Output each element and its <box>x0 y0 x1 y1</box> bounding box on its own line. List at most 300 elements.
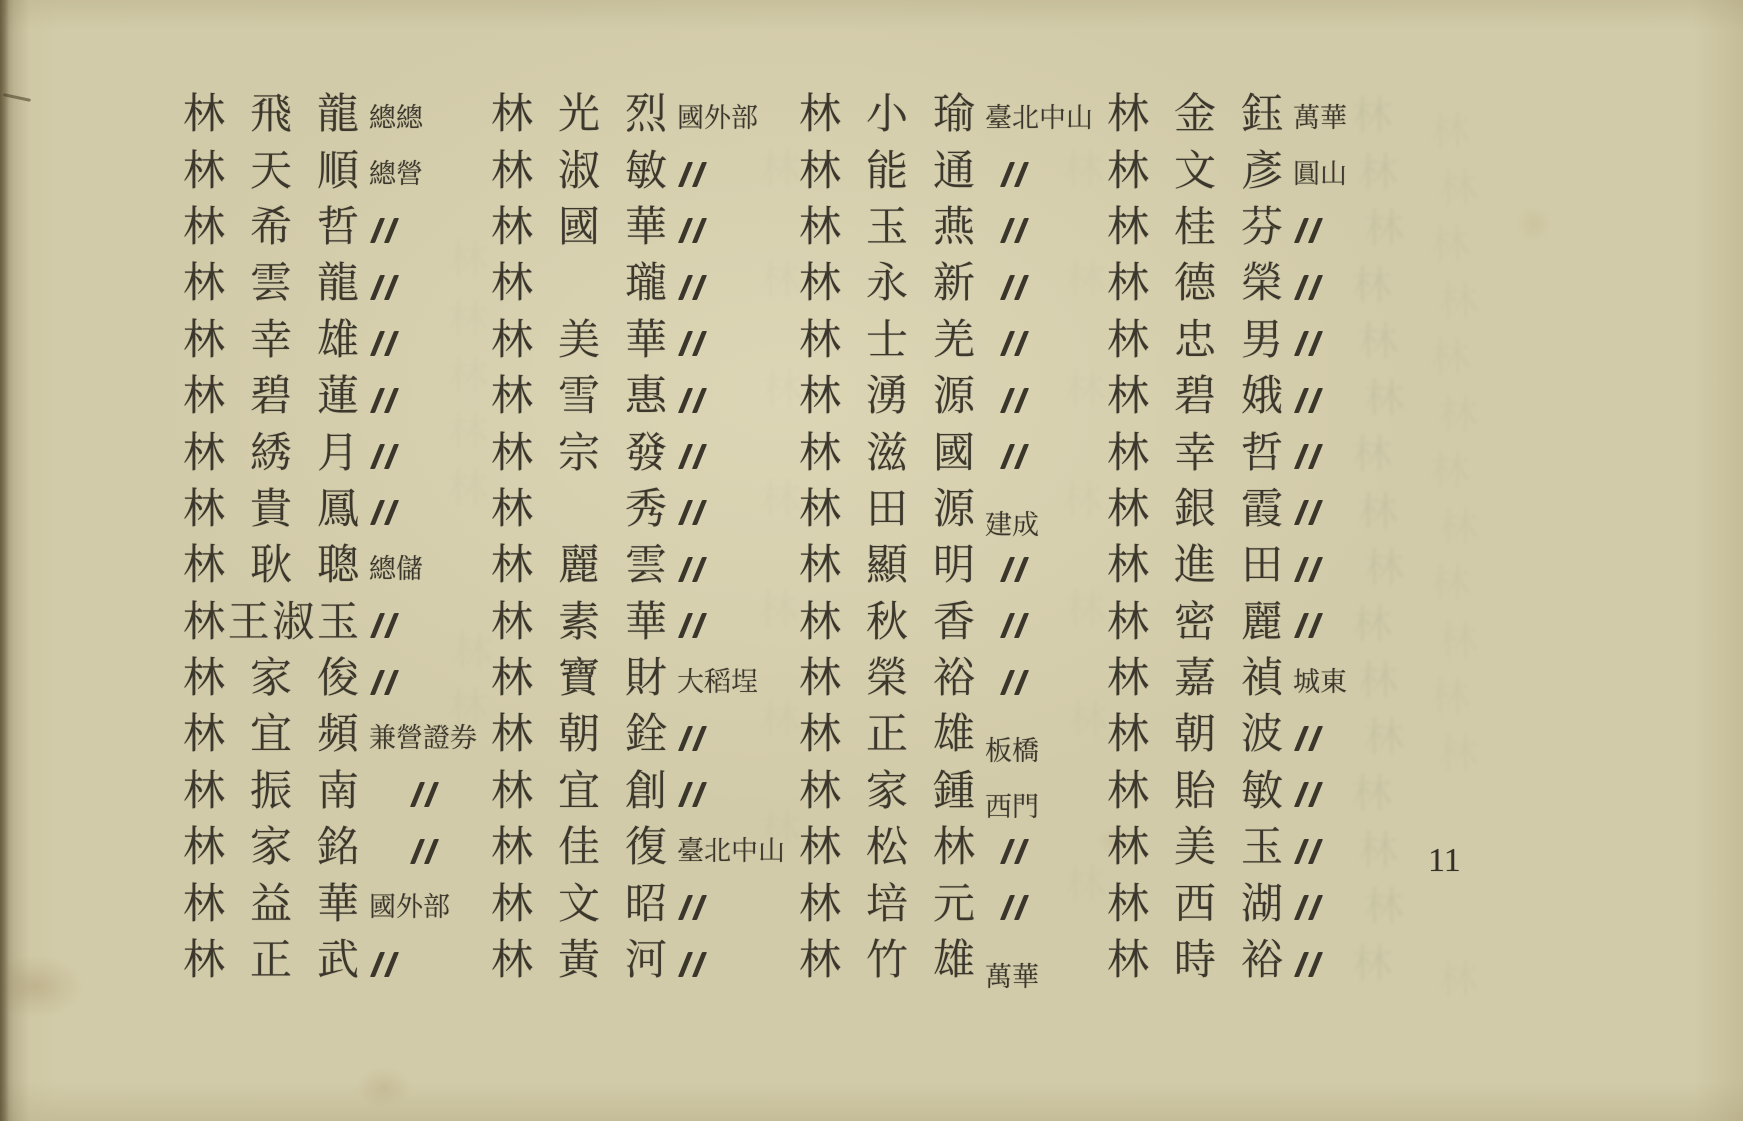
name-char: 林 <box>1107 656 1150 703</box>
person-name <box>183 374 360 421</box>
ditto-mark <box>375 388 394 413</box>
person-name <box>1107 656 1284 703</box>
name-char: 林 <box>799 486 842 533</box>
person-name <box>1107 543 1284 590</box>
name-char: 林 <box>491 712 534 759</box>
person-name <box>491 656 668 703</box>
name-char: 月 <box>317 430 360 477</box>
directory-entry <box>799 820 1107 876</box>
name-char: 林 <box>491 768 534 815</box>
name-char: 家 <box>250 656 293 703</box>
name-char: 雄 <box>933 712 976 759</box>
person-name <box>799 430 976 477</box>
person-name <box>799 938 976 985</box>
name-char: 源 <box>933 486 976 533</box>
name-char: 林 <box>799 768 842 815</box>
name-char: 林 <box>799 599 842 646</box>
ditto-mark <box>683 782 702 807</box>
person-name <box>1107 430 1284 477</box>
bleed-through-char: 林 <box>1065 257 1105 302</box>
ditto-mark <box>1005 444 1024 469</box>
name-char: 銘 <box>317 825 360 872</box>
directory-entry <box>1107 143 1415 199</box>
name-char: 林 <box>491 204 534 251</box>
ditto-mark <box>683 388 702 413</box>
bleed-through-char: 林 <box>448 297 488 342</box>
name-char: 林 <box>183 938 226 985</box>
name-char: 林 <box>183 486 226 533</box>
bleed-through-char: 林 <box>1364 545 1404 590</box>
name-char: 林 <box>799 374 842 421</box>
name-char: 麗 <box>1241 599 1284 646</box>
directory-entry <box>1107 369 1415 425</box>
directory-column-1 <box>183 87 491 989</box>
name-char: 小 <box>866 92 909 139</box>
bleed-through-char: 林 <box>1364 714 1404 760</box>
name-char: 林 <box>1107 430 1150 477</box>
name-char: 林 <box>1107 712 1150 759</box>
name-char: 林 <box>491 543 534 590</box>
name-char: 林 <box>799 938 842 985</box>
name-char: 瓏 <box>625 261 668 308</box>
name-char: 林 <box>183 430 226 477</box>
name-char: 耿 <box>250 543 293 590</box>
bleed-through-char: 林 <box>1430 335 1470 380</box>
name-char: 士 <box>866 317 909 364</box>
directory-entry <box>1107 933 1415 989</box>
name-char: 林 <box>491 261 534 308</box>
directory-entry <box>1107 482 1415 538</box>
bleed-through-char: 林 <box>448 353 488 398</box>
ditto-mark <box>1299 444 1318 469</box>
directory-entry <box>183 143 491 199</box>
directory-entry <box>799 313 1107 369</box>
directory-entry <box>1107 820 1415 876</box>
name-char: 玉 <box>866 204 909 251</box>
name-char: 飛 <box>250 92 293 139</box>
ditto-mark <box>375 331 394 356</box>
person-name <box>491 881 668 928</box>
directory-entry <box>183 595 491 651</box>
directory-entry <box>799 425 1107 481</box>
directory-entry <box>799 764 1107 823</box>
name-char: 碧 <box>1174 374 1217 421</box>
person-name <box>183 712 360 759</box>
name-char: 朝 <box>558 712 601 759</box>
name-char: 淑 <box>558 148 601 195</box>
name-char: 益 <box>250 881 293 928</box>
name-char: 林 <box>183 825 226 872</box>
name-char: 培 <box>866 881 909 928</box>
directory-entry <box>799 200 1107 256</box>
name-char: 元 <box>933 881 976 928</box>
name-char: 雲 <box>250 261 293 308</box>
directory-entry <box>491 651 799 707</box>
name-char: 進 <box>1174 543 1217 590</box>
branch-annotation: 兼營證券 <box>369 722 477 753</box>
name-char: 幸 <box>250 317 293 364</box>
name-char: 林 <box>183 317 226 364</box>
ditto-mark <box>375 952 394 977</box>
ditto-mark <box>1299 782 1318 807</box>
name-char: 鍾 <box>933 768 976 815</box>
person-name <box>799 768 976 815</box>
name-char: 美 <box>1174 825 1217 872</box>
name-char: 燕 <box>933 204 976 251</box>
name-char: 源 <box>933 374 976 421</box>
name-char: 男 <box>1241 317 1284 364</box>
name-char: 霞 <box>1241 486 1284 533</box>
directory-entry <box>491 313 799 369</box>
name-directory <box>183 87 1415 992</box>
directory-entry <box>799 595 1107 651</box>
directory-entry <box>799 876 1107 932</box>
name-char: 玉 <box>316 599 359 646</box>
bleed-through-char: 林 <box>1438 730 1478 776</box>
ditto-mark <box>1005 275 1024 300</box>
name-char: 林 <box>799 881 842 928</box>
ditto-mark <box>1005 218 1024 243</box>
name-char: 林 <box>491 881 534 928</box>
person-name <box>491 599 668 646</box>
name-char: 銓 <box>625 712 668 759</box>
name-char: 希 <box>250 204 293 251</box>
ditto-mark <box>683 444 702 469</box>
person-name <box>799 712 976 759</box>
name-char: 華 <box>625 204 668 251</box>
directory-entry <box>491 256 799 312</box>
name-char: 哲 <box>317 204 360 251</box>
person-name <box>491 486 668 533</box>
ditto-mark <box>1299 952 1318 977</box>
name-char: 光 <box>558 92 601 139</box>
name-char: 碧 <box>250 374 293 421</box>
directory-entry <box>491 87 799 143</box>
name-char: 林 <box>183 656 226 703</box>
name-char: 瑜 <box>933 92 976 139</box>
name-char: 林 <box>799 712 842 759</box>
page-binding-edge <box>0 0 9 1121</box>
person-name <box>1107 486 1284 533</box>
name-char: 順 <box>317 148 360 195</box>
name-char: 林 <box>1107 825 1150 872</box>
name-char <box>558 263 600 305</box>
name-char: 復 <box>625 825 668 872</box>
person-name <box>1107 317 1284 364</box>
directory-entry <box>799 256 1107 312</box>
branch-annotation: 城東 <box>1293 666 1347 697</box>
person-name <box>799 543 976 590</box>
person-name <box>183 825 360 872</box>
ditto-mark <box>683 952 702 977</box>
name-char: 龍 <box>317 92 360 139</box>
ditto-mark <box>1299 557 1318 582</box>
name-char: 文 <box>558 881 601 928</box>
bleed-through-char: 林 <box>762 367 802 412</box>
name-char: 華 <box>625 599 668 646</box>
ditto-mark <box>683 275 702 300</box>
person-name <box>799 881 976 928</box>
ditto-mark <box>375 218 394 243</box>
name-char: 波 <box>1241 712 1284 759</box>
directory-entry <box>183 707 491 763</box>
name-char: 玉 <box>1241 825 1284 872</box>
person-name <box>183 881 360 928</box>
name-char: 林 <box>183 148 226 195</box>
bleed-through-char: 林 <box>1062 477 1102 522</box>
name-char: 金 <box>1174 92 1217 139</box>
ditto-mark <box>1005 613 1024 638</box>
person-name <box>491 374 668 421</box>
directory-entry <box>799 87 1107 143</box>
name-char: 蓮 <box>317 374 360 421</box>
person-name <box>491 938 668 985</box>
bleed-through-char: 林 <box>1438 391 1478 437</box>
directory-entry <box>799 933 1107 992</box>
bleed-through-char: 林 <box>1430 561 1470 606</box>
name-char: 林 <box>933 825 976 872</box>
name-char: 宜 <box>558 768 601 815</box>
directory-entry <box>1107 707 1415 763</box>
person-name <box>491 825 668 872</box>
person-name <box>183 204 360 251</box>
name-char: 寶 <box>558 656 601 703</box>
name-char: 禎 <box>1241 656 1284 703</box>
ditto-mark <box>1005 670 1024 695</box>
branch-annotation: 總營 <box>369 159 423 190</box>
name-char: 滋 <box>866 430 909 477</box>
name-char: 桂 <box>1174 204 1217 251</box>
bleed-through-char: 林 <box>1438 617 1478 663</box>
name-char: 雪 <box>558 374 601 421</box>
name-char: 香 <box>933 599 976 646</box>
bleed-through-char: 林 <box>1068 697 1108 742</box>
ditto-mark <box>1005 388 1024 413</box>
name-char: 天 <box>250 148 293 195</box>
directory-entry <box>491 764 799 820</box>
bleed-through-char: 林 <box>1438 504 1478 550</box>
name-char: 正 <box>250 938 293 985</box>
name-char <box>558 489 600 531</box>
person-name <box>1107 261 1284 308</box>
ditto-mark <box>375 444 394 469</box>
name-char: 林 <box>183 92 226 139</box>
person-name <box>1107 204 1284 251</box>
ditto-mark <box>1005 839 1024 864</box>
ditto-mark <box>1299 331 1318 356</box>
person-name <box>1107 768 1284 815</box>
branch-annotation: 萬華 <box>1293 102 1347 133</box>
name-char: 林 <box>1107 261 1150 308</box>
directory-entry <box>491 933 799 989</box>
name-char: 林 <box>1107 374 1150 421</box>
person-name <box>799 825 976 872</box>
bleed-through-char: 林 <box>1063 147 1103 192</box>
directory-entry <box>1107 313 1415 369</box>
person-name <box>491 430 668 477</box>
directory-entry <box>799 143 1107 199</box>
person-name <box>1107 938 1284 985</box>
branch-annotation: 總總 <box>369 102 423 133</box>
directory-entry <box>183 87 491 143</box>
bleed-through-char: 林 <box>1430 448 1470 493</box>
name-char: 嘉 <box>1174 656 1217 703</box>
bleed-through-char: 林 <box>1352 93 1392 138</box>
name-char: 家 <box>250 825 293 872</box>
ditto-mark <box>683 895 702 920</box>
ditto-mark <box>1299 388 1318 413</box>
name-char: 美 <box>558 317 601 364</box>
page-number: 11 <box>1428 842 1461 879</box>
name-char: 田 <box>866 486 909 533</box>
name-char: 麗 <box>558 543 601 590</box>
directory-entry <box>183 820 491 876</box>
name-char: 創 <box>625 768 668 815</box>
person-name <box>491 317 668 364</box>
ditto-mark <box>1299 500 1318 525</box>
name-char: 顯 <box>866 543 909 590</box>
name-char: 文 <box>1174 148 1217 195</box>
name-char: 林 <box>183 881 226 928</box>
name-char: 雄 <box>933 938 976 985</box>
directory-entry <box>799 369 1107 425</box>
directory-entry <box>1107 595 1415 651</box>
name-char: 惠 <box>625 374 668 421</box>
person-name <box>183 938 360 985</box>
name-char: 宗 <box>558 430 601 477</box>
directory-entry <box>1107 764 1415 820</box>
name-char: 林 <box>1107 486 1150 533</box>
bleed-through-char: 林 <box>1438 165 1478 211</box>
bleed-through-char: 林 <box>1358 149 1398 195</box>
name-char: 黃 <box>558 938 601 985</box>
directory-entry <box>491 707 799 763</box>
name-char: 銀 <box>1174 486 1217 533</box>
ditto-mark <box>375 613 394 638</box>
ditto-mark <box>1005 162 1024 187</box>
name-char: 河 <box>625 938 668 985</box>
name-char: 林 <box>491 825 534 872</box>
name-char: 林 <box>491 430 534 477</box>
directory-entry <box>183 256 491 312</box>
ditto-mark <box>1299 613 1318 638</box>
directory-entry <box>799 707 1107 766</box>
ditto-mark <box>1005 557 1024 582</box>
name-char: 忠 <box>1174 317 1217 364</box>
bleed-through-char: 林 <box>1352 262 1392 308</box>
directory-entry <box>1107 425 1415 481</box>
person-name <box>183 486 360 533</box>
name-char: 能 <box>866 148 909 195</box>
branch-annotation: 萬華 <box>985 961 1039 992</box>
branch-annotation: 板橋 <box>985 735 1039 766</box>
name-char: 湧 <box>866 374 909 421</box>
bleed-through-char: 林 <box>1438 956 1478 1002</box>
name-char: 佳 <box>558 825 601 872</box>
directory-entry <box>183 764 491 820</box>
person-name <box>1107 825 1284 872</box>
directory-entry <box>183 538 491 594</box>
name-char: 林 <box>799 543 842 590</box>
name-char: 朝 <box>1174 712 1217 759</box>
name-char: 林 <box>183 204 226 251</box>
name-char: 林 <box>491 148 534 195</box>
person-name <box>799 204 976 251</box>
name-char: 彥 <box>1241 148 1284 195</box>
person-name <box>1107 599 1284 646</box>
person-name <box>491 204 668 251</box>
ditto-mark <box>415 839 434 864</box>
bleed-through-char: 林 <box>1358 658 1398 703</box>
name-char: 林 <box>491 486 534 533</box>
name-char: 秋 <box>866 599 909 646</box>
name-char: 林 <box>491 374 534 421</box>
name-char: 林 <box>1107 599 1150 646</box>
directory-entry <box>1107 256 1415 312</box>
person-name <box>1107 374 1284 421</box>
person-name <box>183 430 360 477</box>
branch-annotation: 圓山 <box>1293 159 1347 190</box>
branch-annotation: 總儲 <box>369 553 423 584</box>
ditto-mark <box>1299 839 1318 864</box>
name-char: 林 <box>1107 148 1150 195</box>
directory-entry <box>491 425 799 481</box>
name-char: 林 <box>799 430 842 477</box>
branch-annotation: 臺北中山 <box>677 835 785 866</box>
person-name <box>799 599 976 646</box>
name-char: 林 <box>799 204 842 251</box>
directory-entry <box>183 482 491 538</box>
name-char: 林 <box>491 656 534 703</box>
bleed-through-char: 林 <box>760 477 800 522</box>
directory-entry <box>1107 651 1415 707</box>
directory-entry <box>1107 538 1415 594</box>
ditto-mark <box>1299 218 1318 243</box>
name-char: 林 <box>799 317 842 364</box>
name-char: 明 <box>933 543 976 590</box>
bleed-through-char: 林 <box>452 629 492 674</box>
person-name <box>183 261 360 308</box>
directory-entry <box>491 538 799 594</box>
person-name <box>183 317 360 364</box>
ditto-mark <box>1005 331 1024 356</box>
name-char: 秀 <box>625 486 668 533</box>
name-char: 家 <box>866 768 909 815</box>
name-char: 林 <box>1107 92 1150 139</box>
bleed-through-char: 林 <box>1430 674 1470 719</box>
name-char: 林 <box>1107 317 1150 364</box>
ditto-mark <box>1299 895 1318 920</box>
bleed-through-char: 林 <box>1065 367 1105 412</box>
directory-entry <box>183 425 491 481</box>
person-name <box>1107 881 1284 928</box>
name-char: 武 <box>317 938 360 985</box>
name-char: 綉 <box>250 430 293 477</box>
name-char: 林 <box>491 317 534 364</box>
directory-entry <box>183 313 491 369</box>
name-char: 林 <box>183 543 226 590</box>
ditto-mark <box>375 670 394 695</box>
name-char: 林 <box>491 938 534 985</box>
directory-entry <box>491 200 799 256</box>
person-name <box>183 543 360 590</box>
bleed-through-char: 林 <box>1430 222 1470 267</box>
ditto-mark <box>683 613 702 638</box>
bleed-through-char: 林 <box>1358 488 1398 534</box>
name-char: 林 <box>799 825 842 872</box>
name-char: 素 <box>558 599 601 646</box>
person-name <box>799 261 976 308</box>
